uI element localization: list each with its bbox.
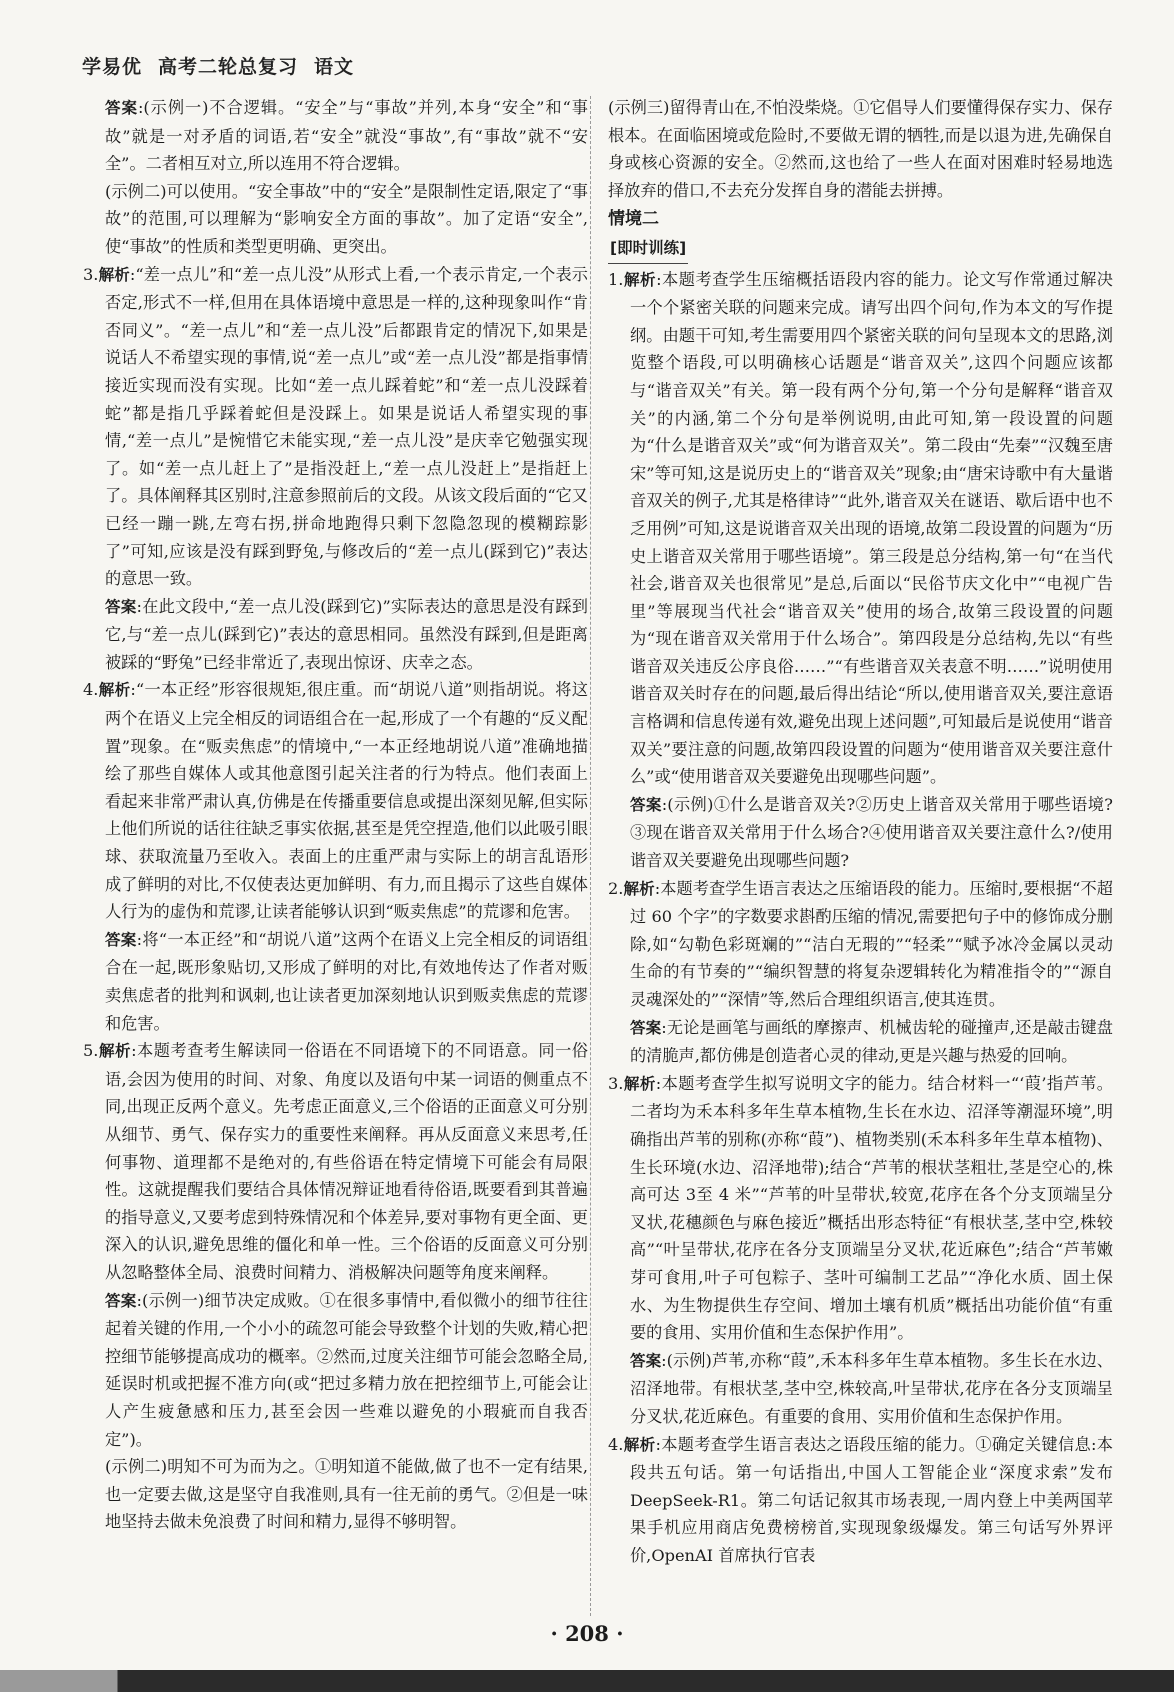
analysis-text: :“一本正经”形容很规矩,很庄重。而“胡说八道”则指胡说。将这两个在语义上完全相反的词语组合在一起,形成了一个有趣的“反义配置”现象。在“贩卖焦虑”的情境中,“一本正经地胡说八道”准确地描绘了那些自媒体人或其他意图引起关注者的行为特点。他们表面上看起来非常严肃认真,仿佛是在传播重要信息或提出深刻见解,但实际上他们所说的话往往缺乏事实依据,甚至是凭空捏造,他们以此吸引眼球、获取流量乃至收入。表面上的庄重严肃与实际上的胡言乱语形成了鲜明的对比,不仅使表达更加鲜明、有力,而且揭示了这些自媒体人行为的虚伪和荒谬,让读者能够认识到“贩卖焦虑”的荒谬和危害。 — [105, 680, 588, 922]
item-number: 4. — [83, 680, 99, 700]
answer-label: 答案 — [105, 930, 137, 949]
column-divider — [590, 96, 591, 1616]
scene-heading: 情境二 — [608, 209, 659, 230]
answer-text: :无论是画笔与画纸的摩擦声、机械齿轮的碰撞声,还是敲击键盘的清脆声,都仿佛是创造者心灵的律动,更是兴趣与热爱的回响。 — [630, 1017, 1113, 1066]
answer-2 — [83, 94, 588, 178]
item-number: 3. — [83, 264, 99, 284]
answer-text: :(示例)①什么是谐音双关?②历史上谐音双关常用于哪些语境?③现在谐音双关常用于什么场合?④使用谐音双关要注意什么?/使用谐音双关要避免出现哪些问题? — [630, 794, 1113, 871]
left-column — [83, 94, 588, 1536]
series-name: 高考二轮总复习 — [158, 56, 299, 78]
answer-text: :(示例一)细节决定成败。①在很多事情中,看似微小的细节往往起着关键的作用,一个小小的疏忽可能会导致整个计划的失败,精心把控细节能够提高成功的概率。②然而,过度关注细节可能会忽略全局,延误时机或把握不准方向(或“把过多精力放在把控细节上,可能会让人产生疲惫感和压力,甚至会因一些难以避免的小瑕疵而自我否定”)。 — [105, 1290, 588, 1449]
item-number: 3. — [608, 1073, 624, 1093]
answer-text: :(示例)芦苇,亦称“葭”,禾本科多年生草本植物。多生长在水边、沼泽地带。有根状茎,茎中空,株较高,叶呈带状,花序在各分支顶端呈分叉状,花近麻色。有重要的食用、实用价值和生态保护作用。 — [630, 1350, 1113, 1426]
analysis-label: 解析 — [623, 879, 655, 898]
analysis-label: 解析 — [98, 681, 131, 700]
item-number: 4. — [608, 1434, 624, 1454]
practice-3-analysis — [608, 1070, 1113, 1347]
subject-name: 语文 — [314, 56, 355, 78]
analysis-label: 解析 — [98, 265, 130, 284]
practice-2-answer — [608, 1014, 1113, 1070]
answer-label: 答案 — [105, 1291, 137, 1310]
practice-2-analysis — [608, 875, 1113, 1014]
item-4-answer — [83, 926, 588, 1037]
analysis-label: 解析 — [623, 270, 657, 289]
practice-1-analysis — [608, 266, 1113, 791]
answer-label: 答案 — [105, 99, 138, 117]
answer-label: 答案 — [630, 795, 662, 814]
page-header — [82, 52, 370, 80]
answer-2-example-2: (示例二)可以使用。“安全事故”中的“安全”是限制性定语,限定了“事故”的范围,可以理解为“影响安全方面的事故”。加了定语“安全”,使“事故”的性质和类型更明确、更突出。 — [105, 181, 588, 256]
analysis-text: :“差一点儿”和“差一点儿没”从形式上看,一个表示肯定,一个表示否定,形式不一样,但用在具体语境中意思是一样的,这种现象叫作“肯否同义”。“差一点儿”和“差一点儿没”后都跟肯定的情况下,如果是说话人不希望实现的事情,说“差一点儿”或“差一点儿没”都是指事情接近实现而没有实现。比如“差一点儿踩着蛇”和“差一点儿没踩着蛇”都是指几乎踩着蛇但是没踩上。如果是说话人希望实现的事情,“差一点儿”是惋惜它未能实现,“差一点儿没”是庆幸它勉强实现了。如“差一点儿赶上了”是指没赶上,“差一点儿没赶上”是指赶上了。具体阐释其区别时,注意参照前后的文段。从该文段后面的“它又已经一蹦一跳,左弯右拐,拼命地跑得只剩下忽隐忽现的模糊踪影了”可知,应该是没有踩到野兔,与修改后的“差一点儿(踩到它)”表达的意思一致。 — [105, 264, 588, 589]
item-3-answer — [83, 593, 588, 677]
item-5-analysis — [83, 1037, 588, 1286]
item-number: 1. — [608, 269, 624, 289]
brand-name: 学易优 — [82, 56, 143, 78]
practice-heading: [即时训练] — [608, 235, 688, 264]
analysis-text: :本题考查学生语言表达之压缩语段的能力。压缩时,要根据“不超过 60 个字”的字数要求斟酌压缩的情况,需要把句子中的修饰成分删除,如“勾勒色彩斑斓的”“洁白无瑕的”“轻柔”“赋予冰冷金属以灵动生命的有节奏的”“编织智慧的将复杂逻辑转化为精准指令的”“源自灵魂深处的”“深情”等,然后合理组织语言,使其连贯。 — [630, 878, 1113, 1009]
item-5-example-2: (示例二)明知不可为而为之。①明知道不能做,做了也不一定有结果,也一定要去做,这是坚守自我准则,具有一往无前的勇气。②但是一味地坚持去做未免浪费了时间和精力,显得不够明智。 — [105, 1457, 588, 1532]
item-5-example-3: (示例三)留得青山在,不怕没柴烧。①它倡导人们要懂得保存实力、保存根本。在面临困境或危险时,不要做无谓的牺牲,而是以退为进,先确保自身或核心资源的安全。②然而,这也给了一些人在面对困难时轻易地选择放弃的借口,不去充分发挥自身的潜能去拼搏。 — [608, 98, 1113, 200]
answer-text: :将“一本正经”和“胡说八道”这两个在语义上完全相反的词语组合在一起,既形象贴切,又形成了鲜明的对比,有效地传达了作者对贩卖焦虑者的批判和讽刺,也让读者更加深刻地认识到贩卖焦虑的荒谬和危害。 — [105, 929, 588, 1033]
analysis-text: :本题考查学生压缩概括语段内容的能力。论文写作常通过解决一个个紧密关联的问题来完成。请写出四个问句,作为本文的写作提纲。由题干可知,考生需要用四个紧密关联的问句呈现本文的思路,浏览整个语段,可以明确核心话题是“谐音双关”,这四个问题应该都与“谐音双关”有关。第一段有两个分句,第一个分句是解释“谐音双关”的内涵,第二个分句是举例说明,由此可知,第一段设置的问题为“什么是谐音双关”或“何为谐音双关”。第二段由“先秦”“汉魏至唐宋”等可知,这是说历史上的“谐音双关”现象;由“唐宋诗歌中有大量谐音双关的例子,尤其是格律诗”“此外,谐音双关在谜语、歇后语中也不乏用例”可知,这是说谐音双关出现的语境,故第二段设置的问题为“历史上谐音双关常用于哪些语境”。第三段是总分结构,第一句“在当代社会,谐音双关也很常见”是总,后面以“民俗节庆文化中”“电视广告里”等展现当代社会“谐音双关”使用的场合,故第三段设置的问题为“现在谐音双关常用于什么场合”。第四段是分总结构,先以“有些谐音双关违反公序良俗……”“有些谐音双关表意不明……”说明使用谐音双关时存在的问题,最后得出结论“所以,使用谐音双关,要注意语言格调和信息传递有效,避免出现上述问题”,可知最后是说使用“谐音双关”要注意的问题,故第四段设置的问题为“使用谐音双关要注意什么”或“使用谐音双关要避免出现哪些问题”。 — [630, 269, 1113, 787]
analysis-text: :本题考查考生解读同一俗语在不同语境下的不同语意。同一俗语,会因为使用的时间、对象、角度以及语句中某一词语的侧重点不同,出现正反两个意义。先考虑正面意义,三个俗语的正面意义可分别从细节、勇气、保存实力的重要性来阐释。再从反面意义来思考,任何事物、道理都不是绝对的,有些俗语在特定情境下可能会有局限性。这就提醒我们要结合具体情况辩证地看待俗语,既要看到其普遍的指导意义,又要考虑到特殊情况和个体差异,要对事物有更全面、更深入的认识,避免思维的僵化和单一性。三个俗语的反面意义可分别从忽略整体全局、浪费时间精力、消极解决问题等角度来阐释。 — [105, 1041, 588, 1282]
page-number: · 208 · — [550, 1621, 624, 1646]
answer-label: 答案 — [630, 1018, 662, 1037]
analysis-text: :本题考查学生语言表达之语段压缩的能力。①确定关键信息:本段共五句话。第一句话指出,中国人工智能企业“深度求索”发布 DeepSeek-R1。第二句话记叙其市场表现,一周内登上中美两国苹果手机应用商店免费榜榜首,实现现象级爆发。第三句话写外界评价,OpenAI 首席执行官表 — [630, 1434, 1113, 1565]
practice-4-analysis — [608, 1431, 1113, 1570]
analysis-label: 解析 — [623, 1074, 656, 1093]
analysis-text: :本题考查学生拟写说明文字的能力。结合材料一“‘葭’指芦苇。二者均为禾本科多年生草本植物,生长在水边、沼泽等潮湿环境”,明确指出芦苇的别称(亦称“葭”)、植物类别(禾本科多年生草本植物)、生长环境(水边、沼泽地带);结合“芦苇的根状茎粗壮,茎是空心的,株高可达 3至 4 米”“芦苇的叶呈带状,较宽,花序在各个分支顶端呈分叉状,花穗颜色与麻色接近”概括出形态特征“有根状茎,茎中空,株较高”“叶呈带状,花序在各分支顶端呈分叉状,花近麻色”;结合“芦苇嫩芽可食用,叶子可包粽子、茎叶可编制工艺品”“净化水质、固土保水、为生物提供生存空间、增加土壤有机质”概括出功能价值“有重要的食用、实用价值和生态保护作用”。 — [630, 1073, 1113, 1343]
item-number: 5. — [83, 1041, 99, 1061]
item-number: 2. — [608, 878, 624, 898]
answer-text: :(示例一)不合逻辑。“安全”与“事故”并列,本身“安全”和“事故”就是一对矛盾的词语,若“安全”就没“事故”,有“事故”就不“安全”。二者相互对立,所以连用不符合逻辑。 — [105, 98, 588, 174]
analysis-label: 解析 — [623, 1435, 656, 1454]
item-3-analysis — [83, 261, 588, 593]
practice-3-answer — [608, 1347, 1113, 1431]
item-5-answer — [83, 1287, 588, 1454]
bottom-edge-bar — [0, 1670, 1174, 1692]
right-column — [608, 94, 1113, 1569]
practice-1-answer — [608, 791, 1113, 875]
answer-label: 答案 — [105, 597, 137, 616]
answer-label: 答案 — [630, 1351, 662, 1370]
answer-text: :在此文段中,“差一点儿没(踩到它)”实际表达的意思是没有踩到它,与“差一点儿(踩到它)”表达的意思相同。虽然没有踩到,但是距离被踩的“野兔”已经非常近了,表现出惊讶、庆幸之态。 — [105, 596, 588, 672]
item-4-analysis — [83, 676, 588, 925]
analysis-label: 解析 — [98, 1042, 132, 1061]
